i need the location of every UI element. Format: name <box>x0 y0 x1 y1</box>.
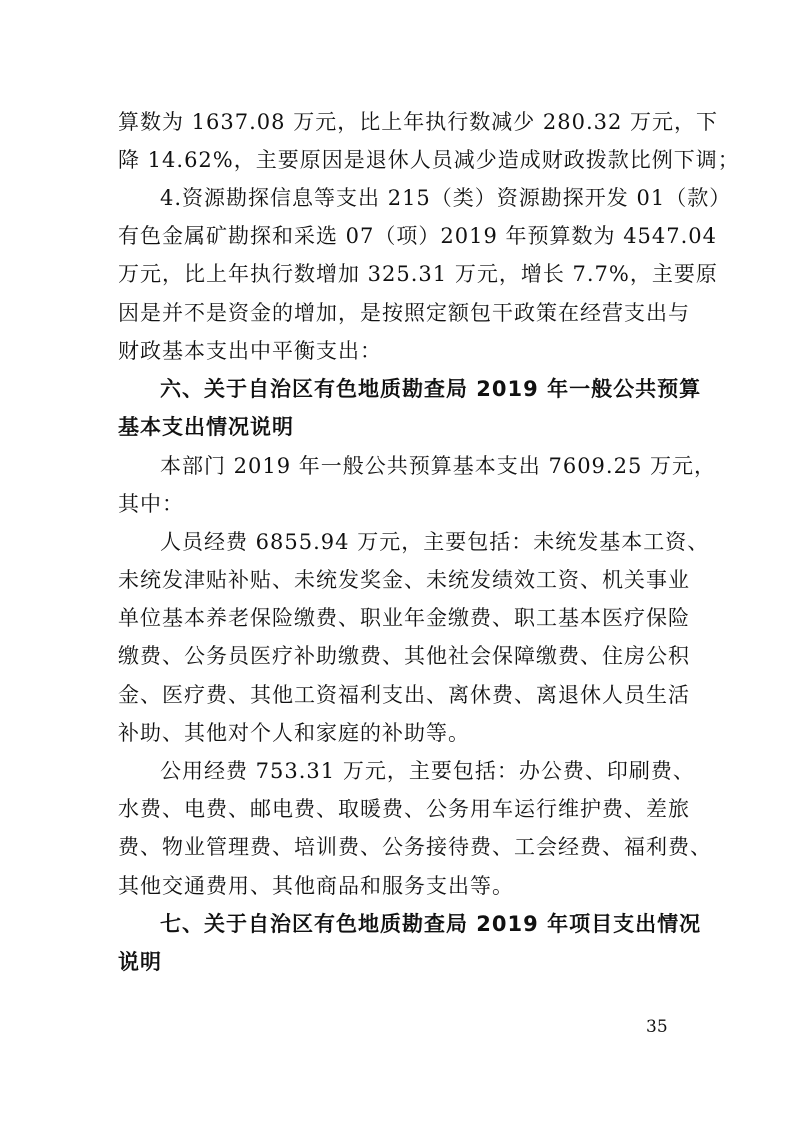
text-line: 因是并不是资金的增加，是按照定额包干政策在经营支出与 <box>118 301 690 325</box>
text-line: 财政基本支出中平衡支出： <box>118 339 382 363</box>
text-line: 金、医疗费、其他工资福利支出、离休费、离退休人员生活 <box>118 683 690 707</box>
section-heading: 基本支出情况说明 <box>118 415 294 439</box>
text-line: 降 14.62%，主要原因是退休人员减少造成财政拨款比例下调； <box>118 148 740 172</box>
text-line: 万元，比上年执行数增加 325.31 万元，增长 7.7%，主要原 <box>118 262 718 286</box>
text-line: 未统发津贴补贴、未统发奖金、未统发绩效工资、机关事业 <box>118 568 690 592</box>
text-line: 补助、其他对个人和家庭的补助等。 <box>118 721 470 745</box>
text-line: 公用经费 753.31 万元，主要包括：办公费、印刷费、 <box>160 759 695 783</box>
section-heading: 六、关于自治区有色地质勘查局 2019 年一般公共预算 <box>160 377 702 401</box>
text-line: 算数为 1637.08 万元，比上年执行数减少 280.32 万元，下 <box>118 110 719 134</box>
section-heading: 说明 <box>118 950 162 974</box>
text-line: 水费、电费、邮电费、取暖费、公务用车运行维护费、差旅 <box>118 797 690 821</box>
page-number: 35 <box>646 1017 668 1037</box>
text-line: 其他交通费用、其他商品和服务支出等。 <box>118 874 514 898</box>
text-line: 人员经费 6855.94 万元，主要包括：未统发基本工资、 <box>160 530 710 554</box>
text-line: 其中： <box>118 492 184 516</box>
section-heading: 七、关于自治区有色地质勘查局 2019 年项目支出情况 <box>160 912 702 936</box>
text-line: 缴费、公务员医疗补助缴费、其他社会保障缴费、住房公积 <box>118 644 690 668</box>
text-line: 本部门 2019 年一般公共预算基本支出 7609.25 万元， <box>160 454 716 478</box>
text-line: 4.资源勘探信息等支出 215（类）资源勘探开发 01（款） <box>160 186 732 210</box>
text-line: 有色金属矿勘探和采选 07（项）2019 年预算数为 4547.04 <box>118 224 718 248</box>
text-line: 费、物业管理费、培训费、公务接待费、工会经费、福利费、 <box>118 835 712 859</box>
text-line: 单位基本养老保险缴费、职业年金缴费、职工基本医疗保险 <box>118 606 690 630</box>
